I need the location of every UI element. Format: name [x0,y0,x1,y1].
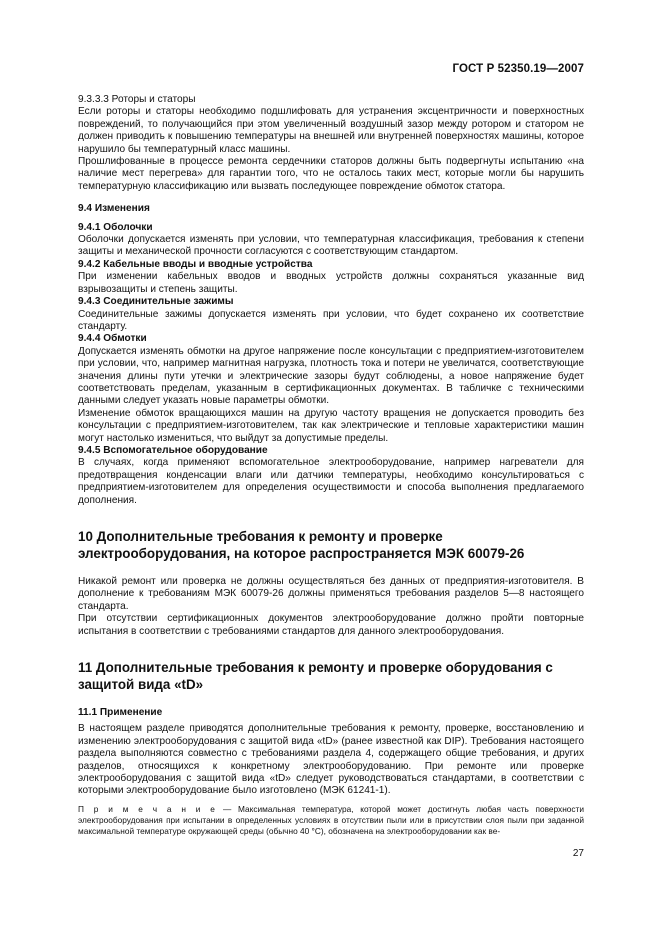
clause-9-4-title: 9.4 Изменения [78,203,150,215]
clause-9-4-5-paragraph: В случаях, когда применяют вспомогательное электрооборудование, например нагреватели для предотвращения конденсации влаги или датчики температуры, необходимо консультироваться с предприятием-изготовителем для определения осуществимости и способа выполнения предлагаемого дополнения. [78,457,584,506]
clause-11-1-paragraph: В настоящем разделе приводятся дополнительные требования к ремонту, проверке, восстановлению и изменению электрооборудования с защитой вида «tD» (ранее известной как DIP). Требования настоящего раздела выполняются совместно с требованиями раздела 4, содержащего общие требования, и других разделов, относящихся к конкретному электрооборудованию. При ремонте или проверке электрооборудования с защитой вида «tD» следует руководствоваться стандартами, в соответствии с которыми электрооборудование было изготовлено (МЭК 61241-1). [78,723,584,797]
note-text: — Максимальная температура, которой может достигнуть любая часть поверхности электрооборудования при испытании в определенных условиях в отсутствии пыли или в присутствии слоя пыли при заданной максимальной температуре окружающей среды (обычно 40 °С), обозначена на электрооборудовании как ве- [78,803,584,836]
clause-9-4-4-paragraph-1: Допускается изменять обмотки на другое напряжение после консультации с предприятием-изготовителем при условии, что, например магнитная нагрузка, плотность тока и потери не увеличатся, соответствующие значения длины пути утечки и электрические зазоры будут соблюдены, а новое напряжение будет соответствовать пределам, указанным в сертификационных документах. В табличке с техническими данными следует указать новые параметры обмотки. [78,345,584,407]
clause-9-3-3-3-paragraph-1: Если роторы и статоры необходимо подшлифовать для устранения эксцентричности и поверхностных повреждений, то получающийся при этом увеличенный воздушный зазор между ротором и статором не должен приводить к повышению температуры на внешней или внутренней поверхностях машины, которое нарушило бы температурный класс машины. [78,106,584,155]
clause-9-4-2-paragraph: При изменении кабельных вводов и вводных устройств должны сохраняться указанные вид взрывозащиты и степень защиты. [78,271,584,295]
note-label: П р и м е ч а н и е [78,803,217,814]
clause-9-4-4-paragraph-2: Изменение обмоток вращающихся машин на другую частоту вращения не допускается проводить без консультации с предприятием-изготовителем, так как электрические и тепловые характеристики машин могут настолько измениться, что выйдут за допустимые пределы. [78,407,584,444]
clause-9-4-1-paragraph: Оболочки допускается изменять при условии, что температурная классификация, требования к степени защиты и механической прочности согласуются с соответствующим стандартом. [78,234,584,258]
clause-9-3-3-3-title: 9.3.3.3 Роторы и статоры [78,94,196,105]
section-10-paragraph-1: Никакой ремонт или проверка не должны осуществляться без данных от предприятия-изготовителя. В дополнение к требованиям МЭК 60079-26 должны применяться требования разделов 5—8 настоящего стандарта. [78,576,584,612]
page-number: 27 [572,848,584,859]
clause-9-4-3-title: 9.4.3 Соединительные зажимы [78,296,234,308]
section-10-paragraph-2: При отсутствии сертификационных документов электрооборудование должно пройти повторные испытания в соответствии с требованиями стандартов для данного электрооборудования. [78,613,584,637]
section-11-title: 11 Дополнительные требования к ремонту и проверке оборудования с защитой вида «tD» [78,660,553,692]
note [78,804,584,837]
document-header: ГОСТ Р 52350.19—2007 [452,63,584,75]
clause-9-4-2-title: 9.4.2 Кабельные вводы и вводные устройства [78,258,313,270]
clause-9-3-3-3-paragraph-2: Прошлифованные в процессе ремонта сердечники статоров должны быть подвергнуты испытанию «на наличие мест перегрева» для гарантии того, что не осталось таких мест, которые могли бы нарушить температурную классификацию или вызвать последующее повреждение обмоток статора. [78,156,584,192]
clause-9-4-1-title: 9.4.1 Оболочки [78,221,153,233]
clause-11-1-title: 11.1 Применение [78,707,163,719]
clause-9-4-4-title: 9.4.4 Обмотки [78,333,147,345]
section-10-title: 10 Дополнительные требования к ремонту и проверке электрооборудования, на которое распространяется МЭК 60079-26 [78,529,525,561]
clause-9-4-3-paragraph: Соединительные зажимы допускается изменять при условии, что будет сохранено их соответствие стандарту. [78,308,584,332]
clause-9-4-5-title: 9.4.5 Вспомогательное оборудование [78,444,268,456]
document-body [78,90,584,837]
